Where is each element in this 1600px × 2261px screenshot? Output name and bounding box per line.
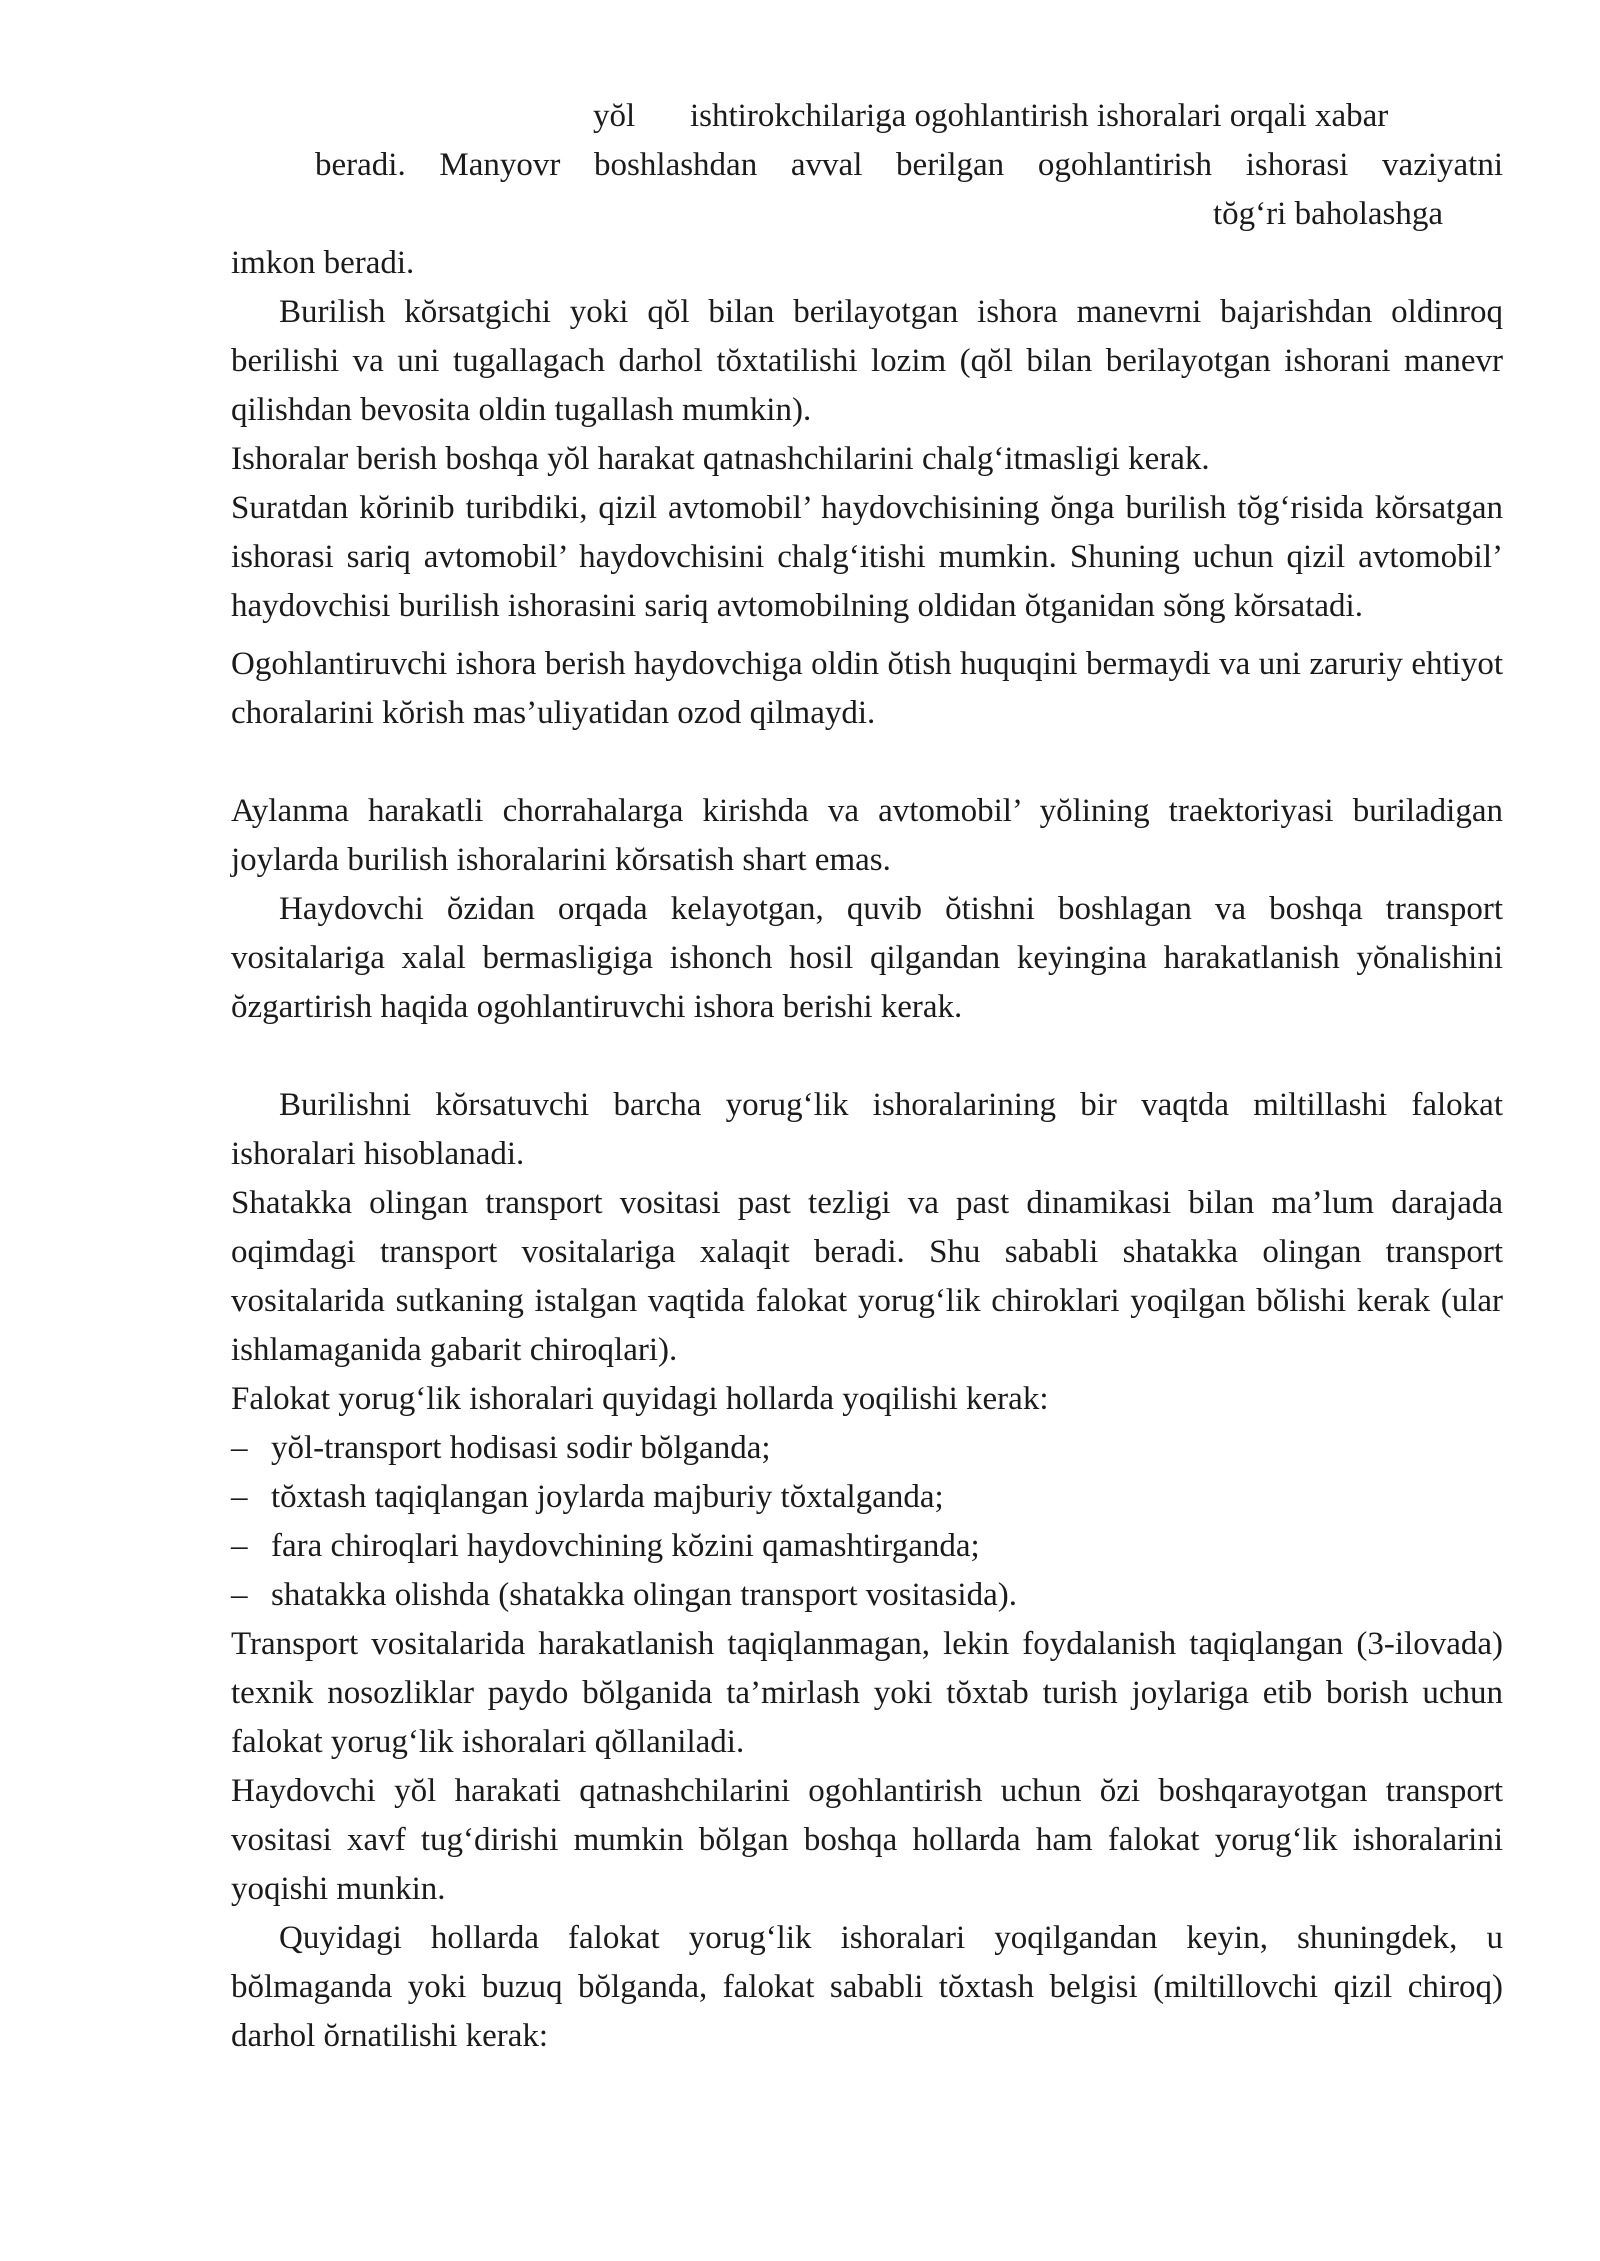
paragraph: Falokat yorug‘lik ishoralari quyidagi hollarda yoqilishi kerak: — [231, 1381, 1049, 1417]
fragment-line-3: tŏg‘ri baholashga — [1213, 196, 1444, 232]
paragraph: Shatakka olingan transport vositasi past tezligi va past dinamikasi bilan ma’lum darajada oqimdagi transport vositalariga xalaqit beradi. Shu sababli shatakka olingan transport vositalarida sutkaning istalgan vaqtida falokat yorug‘lik chiroklari yoqilgan bŏlishi kerak (ular ishlamaganida gabarit chiroqlari). — [231, 1185, 1503, 1368]
list-item — [231, 1473, 1503, 1522]
dash-marker: – — [231, 1577, 248, 1613]
paragraph: Aylanma harakatli chorrahalarga kirishda va avtomobil’ yŏlining traektoriyasi buriladigan joylarda burilish ishoralarini kŏrsatish shart emas. — [231, 793, 1503, 878]
paragraph: Burilish kŏrsatgichi yoki qŏl bilan berilayotgan ishora manevrni bajarishdan oldinroq berilishi va uni tugallagach darhol tŏxtatilishi lozim (qŏl bilan berilayotgan ishorani manevr qilishdan bevosita oldin tugallash mumkin). — [231, 294, 1503, 428]
body-text — [231, 239, 1503, 2061]
hazard-conditions-list — [231, 1424, 1503, 1620]
paragraph: Quyidagi hollarda falokat yorug‘lik ishoralari yoqilgandan keyin, shuningdek, u bŏlmaganda yoki buzuq bŏlganda, falokat sababli tŏxtash belgisi (miltillovchi qizil chiroq) darhol ŏrnatilishi kerak: — [231, 1920, 1503, 2054]
fragment-line-1: ishtirokchilariga ogohlantirish ishoralari orqali xabar — [690, 98, 1389, 134]
paragraph: Haydovchi yŏl harakati qatnashchilarini ogohlantirish uchun ŏzi boshqarayotgan transport vositasi xavf tug‘dirishi mumkin bŏlgan boshqa hollarda ham falokat yorug‘lik ishoralarini yoqishi munkin. — [231, 1773, 1503, 1907]
dash-marker: – — [231, 1528, 248, 1564]
paragraph: Ishoralar berish boshqa yŏl harakat qatnashchilarini chalg‘itmasligi kerak. — [231, 441, 1210, 477]
list-item-text: shatakka olishda (shatakka olingan transport vositasida). — [271, 1577, 1017, 1613]
paragraph: Burilishni kŏrsatuvchi barcha yorug‘lik ishoralarining bir vaqtda miltillashi falokat ishoralari hisoblanadi. — [231, 1087, 1503, 1172]
dash-marker: – — [231, 1479, 248, 1515]
paragraph: Haydovchi ŏzidan orqada kelayotgan, quvib ŏtishni boshlagan va boshqa transport vositalariga xalal bermasligiga ishonch hosil qilgandan keyingina harakatlanish yŏnalishini ŏzgartirish haqida ogohlantiruvchi ishora berishi kerak. — [231, 891, 1503, 1025]
fragment-line-2: beradi. Manyovr boshlashdan avval berilgan ogohlantirish ishorasi vaziyatni — [315, 147, 1503, 183]
list-item — [231, 1522, 1503, 1571]
paragraph: Ogohlantiruvchi ishora berish haydovchiga oldin ŏtish huquqini bermaydi va uni zaruriy ehtiyot choralarini kŏrish mas’uliyatidan ozod qilmaydi. — [231, 646, 1503, 731]
list-item-text: tŏxtash taqiqlangan joylarda majburiy tŏxtalganda; — [271, 1479, 944, 1515]
fragment-line-4: imkon beradi. — [231, 245, 415, 281]
list-item — [231, 1571, 1503, 1620]
list-item-text: yŏl-transport hodisasi sodir bŏlganda; — [271, 1430, 771, 1466]
paragraph: Transport vositalarida harakatlanish taqiqlanmagan, lekin foydalanish taqiqlangan (3-ilovada) texnik nosozliklar paydo bŏlganida ta’mirlash yoki tŏxtab turish joylariga etib borish uchun falokat yorug‘lik ishoralari qŏllaniladi. — [231, 1626, 1503, 1760]
list-item-text: fara chiroqlari haydovchining kŏzini qamashtirganda; — [271, 1528, 980, 1564]
paragraph: Suratdan kŏrinib turibdiki, qizil avtomobil’ haydovchisining ŏnga burilish tŏg‘risida kŏrsatgan ishorasi sariq avtomobil’ haydovchisini chalg‘itishi mumkin. Shuning uchun qizil avtomobil’ haydovchisi burilish ishorasini sariq avtomobilning oldidan ŏtganidan sŏng kŏrsatadi. — [231, 490, 1503, 624]
dash-marker: – — [231, 1430, 248, 1466]
list-item — [231, 1424, 1503, 1473]
fragment-word: yŏl — [593, 98, 636, 134]
